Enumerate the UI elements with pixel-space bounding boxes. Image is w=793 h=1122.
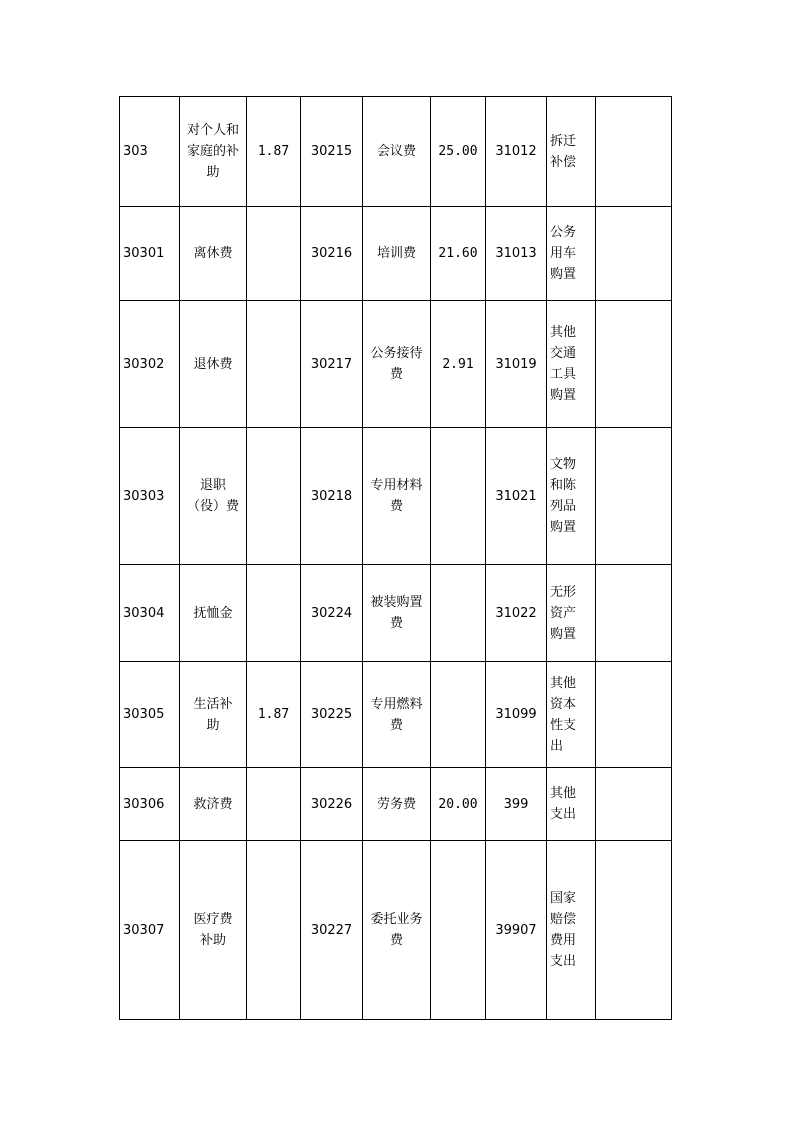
econ-name — [547, 301, 596, 428]
econ-code: 30218 — [301, 428, 363, 565]
econ-code: 399 — [486, 768, 547, 841]
econ-name — [363, 841, 431, 1020]
econ-name-text: 其他资本性支出 — [550, 675, 577, 754]
econ-code: 30226 — [301, 768, 363, 841]
econ-name: 培训费 — [363, 207, 431, 301]
budget-table — [119, 96, 672, 1020]
econ-name — [547, 768, 596, 841]
econ-name-text: 文物和陈列品购置 — [550, 457, 577, 535]
amount — [431, 565, 486, 662]
econ-name — [180, 662, 247, 768]
econ-code: 31021 — [486, 428, 547, 565]
econ-name-text: 专用材料费 — [370, 478, 423, 514]
table-row — [120, 301, 672, 428]
econ-name-text: 委托业务费 — [370, 912, 423, 948]
econ-code: 31022 — [486, 565, 547, 662]
econ-code: 30217 — [301, 301, 363, 428]
econ-name-text: 无形资产购置 — [550, 584, 577, 642]
amount — [431, 428, 486, 565]
econ-name — [547, 428, 596, 565]
econ-code: 30225 — [301, 662, 363, 768]
econ-code: 30215 — [301, 97, 363, 207]
econ-name — [363, 662, 431, 768]
amount: 2.91 — [431, 301, 486, 428]
table-row — [120, 428, 672, 565]
amount: 20.00 — [431, 768, 486, 841]
econ-code: 30302 — [120, 301, 180, 428]
econ-code: 30306 — [120, 768, 180, 841]
table-row — [120, 768, 672, 841]
econ-name: 离休费 — [180, 207, 247, 301]
econ-code: 30216 — [301, 207, 363, 301]
econ-name-text: 其他交通工具购置 — [550, 325, 577, 403]
amount — [247, 207, 301, 301]
econ-name — [180, 841, 247, 1020]
econ-name — [547, 565, 596, 662]
econ-name-text: 对个人和家庭的补助 — [187, 123, 240, 180]
econ-name — [363, 428, 431, 565]
econ-code: 31013 — [486, 207, 547, 301]
econ-name-text: 生活补助 — [193, 696, 233, 733]
econ-code: 30305 — [120, 662, 180, 768]
econ-code: 39907 — [486, 841, 547, 1020]
amount — [596, 97, 672, 207]
econ-name-text: 公务接待费 — [370, 346, 423, 382]
econ-name: 劳务费 — [363, 768, 431, 841]
econ-name — [547, 662, 596, 768]
table-row — [120, 841, 672, 1020]
econ-code: 30301 — [120, 207, 180, 301]
econ-code: 31012 — [486, 97, 547, 207]
econ-name: 抚恤金 — [180, 565, 247, 662]
econ-name — [547, 207, 596, 301]
econ-name-text: 拆迁补偿 — [550, 133, 577, 170]
amount — [596, 662, 672, 768]
amount: 21.60 — [431, 207, 486, 301]
amount — [596, 428, 672, 565]
econ-code: 30303 — [120, 428, 180, 565]
amount — [247, 428, 301, 565]
econ-name — [180, 97, 247, 207]
econ-code: 30304 — [120, 565, 180, 662]
econ-name-text: 国家赔偿费用支出 — [550, 891, 577, 969]
table-row — [120, 97, 672, 207]
econ-name: 救济费 — [180, 768, 247, 841]
amount — [247, 565, 301, 662]
econ-code: 30307 — [120, 841, 180, 1020]
amount — [596, 768, 672, 841]
table-row — [120, 565, 672, 662]
amount — [431, 841, 486, 1020]
econ-name — [180, 428, 247, 565]
econ-code: 31099 — [486, 662, 547, 768]
econ-name: 退休费 — [180, 301, 247, 428]
econ-name: 会议费 — [363, 97, 431, 207]
econ-name — [363, 301, 431, 428]
econ-name-text: 退职（役）费 — [186, 478, 239, 514]
econ-name — [547, 841, 596, 1020]
econ-name-text: 被装购置费 — [370, 595, 423, 631]
amount — [431, 662, 486, 768]
econ-code: 30227 — [301, 841, 363, 1020]
econ-name-text: 其他支出 — [550, 786, 577, 822]
econ-code: 303 — [120, 97, 180, 207]
amount — [247, 841, 301, 1020]
econ-name-text: 专用燃料费 — [370, 696, 423, 733]
econ-code: 30224 — [301, 565, 363, 662]
amount — [247, 768, 301, 841]
amount: 1.87 — [247, 97, 301, 207]
amount: 1.87 — [247, 662, 301, 768]
amount: 25.00 — [431, 97, 486, 207]
amount — [596, 565, 672, 662]
table-row — [120, 207, 672, 301]
econ-code: 31019 — [486, 301, 547, 428]
amount — [596, 207, 672, 301]
econ-name — [363, 565, 431, 662]
econ-name-text: 公务用车购置 — [550, 225, 577, 282]
econ-name — [547, 97, 596, 207]
econ-name-text: 医疗费补助 — [193, 912, 233, 948]
table-row — [120, 662, 672, 768]
amount — [596, 841, 672, 1020]
amount — [596, 301, 672, 428]
amount — [247, 301, 301, 428]
